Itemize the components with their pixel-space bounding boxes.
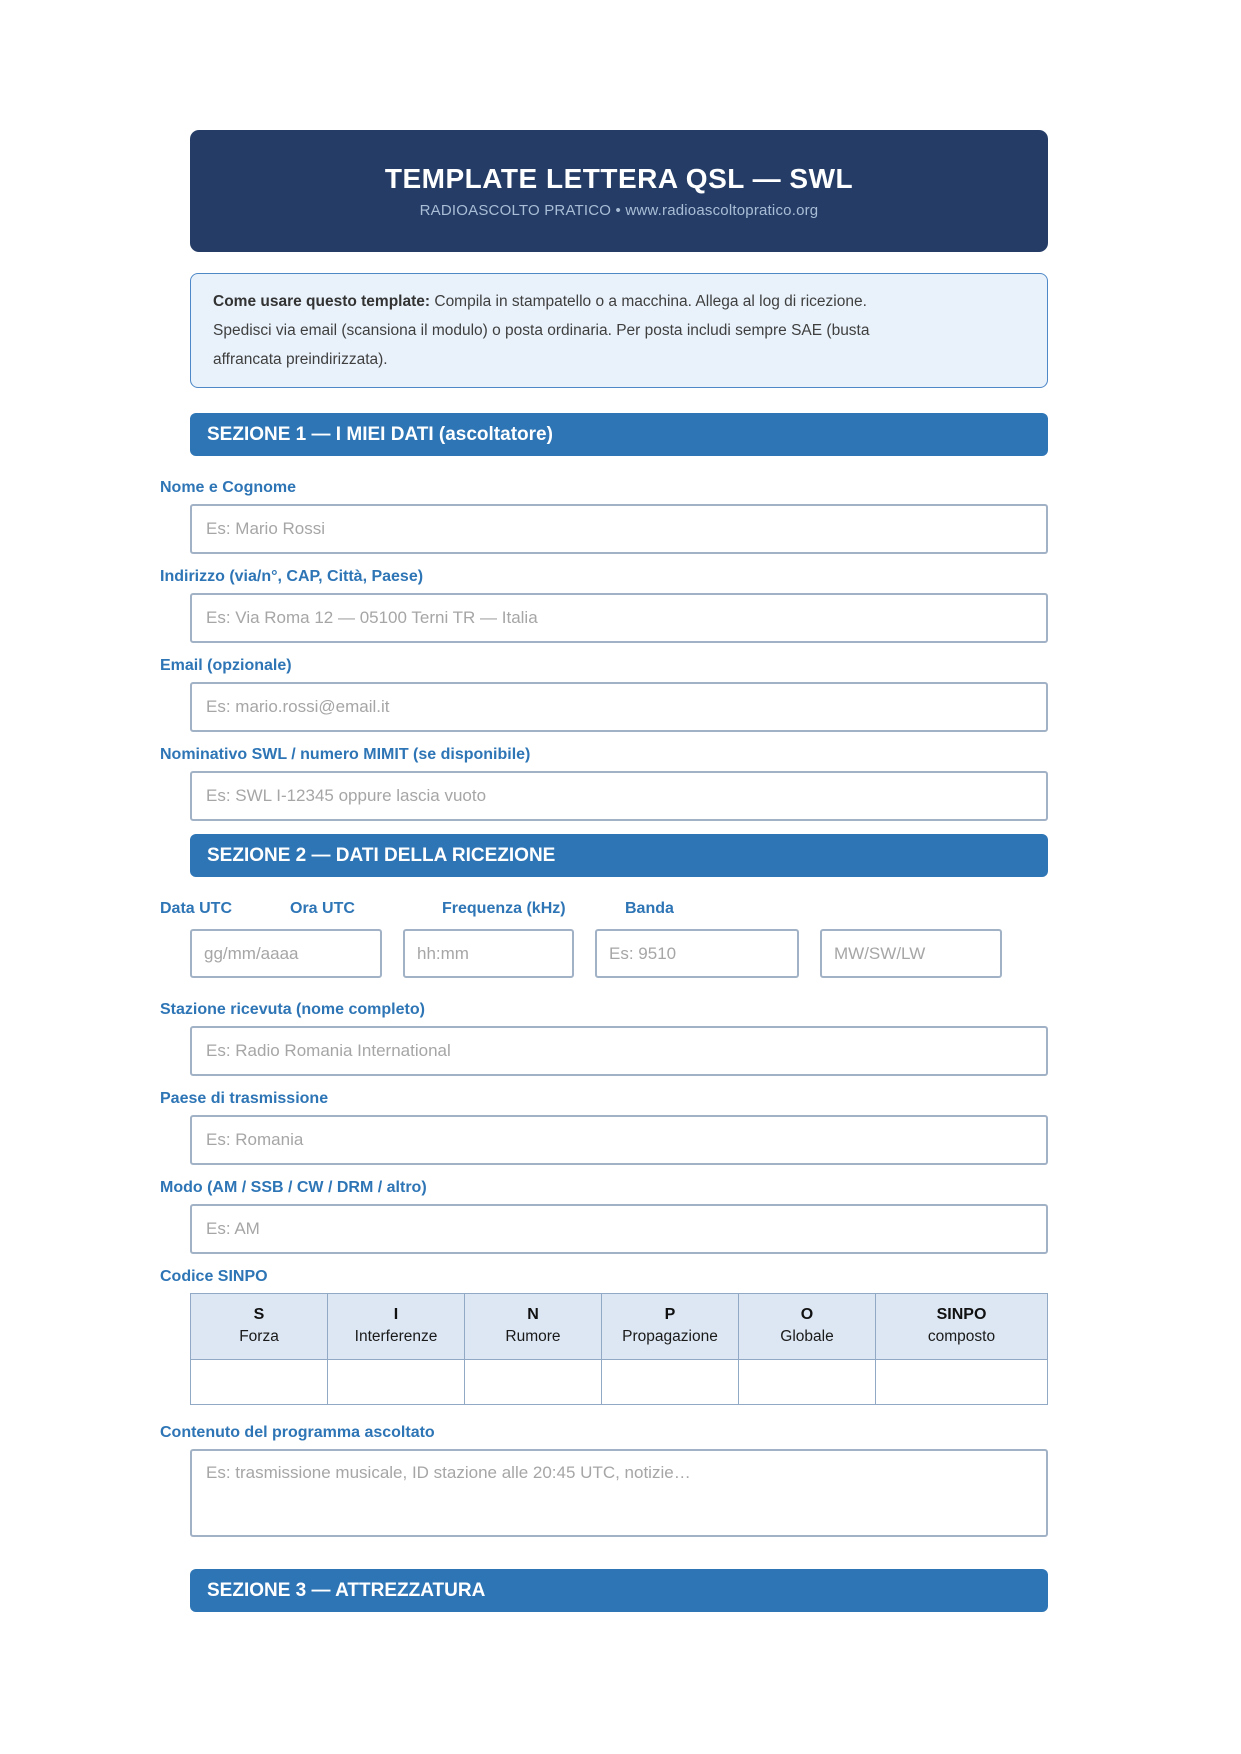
sinpo-letter-i: I — [393, 1306, 399, 1323]
field-swl-callsign — [160, 745, 1048, 821]
sinpo-value-cell-p[interactable] — [602, 1360, 739, 1405]
section3-title: SEZIONE 3 — ATTREZZATURA — [207, 1579, 486, 1601]
field-email — [160, 656, 1048, 732]
sinpo-col-o — [739, 1294, 876, 1360]
title-header — [190, 130, 1048, 252]
email-label: Email (opzionale) — [160, 657, 292, 674]
swl-callsign-label: Nominativo SWL / numero MIMIT (se disponibile) — [160, 746, 531, 763]
email-input[interactable] — [190, 682, 1048, 732]
page-subtitle: RADIOASCOLTO PRATICO • www.radioascoltopratico.org — [419, 202, 819, 219]
sinpo-header-row — [191, 1294, 1048, 1360]
band-input[interactable] — [820, 929, 1002, 978]
field-country — [160, 1089, 1048, 1165]
howto-body: Compila in stampatello o a macchina. Allega al log di ricezione. Spedisci via email (scansiona il modulo) o posta ordinaria. Per posta includi sempre SAE (busta affrancata preindirizzata). — [213, 293, 870, 368]
swl-callsign-input[interactable] — [190, 771, 1048, 821]
field-name — [160, 478, 1048, 554]
section1-title: SEZIONE 1 — I MIEI DATI (ascoltatore) — [207, 423, 553, 445]
frequency-input[interactable] — [595, 929, 799, 978]
mode-label: Modo (AM / SSB / CW / DRM / altro) — [160, 1179, 427, 1196]
mode-input[interactable] — [190, 1204, 1048, 1254]
country-label: Paese di trasmissione — [160, 1090, 329, 1107]
date-utc-input[interactable] — [190, 929, 382, 978]
sinpo-value-cell-composite[interactable] — [876, 1360, 1048, 1405]
field-mode — [160, 1178, 1048, 1254]
address-input[interactable] — [190, 593, 1048, 643]
field-program-content — [160, 1423, 1048, 1537]
sinpo-table — [190, 1293, 1048, 1405]
country-input[interactable] — [190, 1115, 1048, 1165]
program-content-label: Contenuto del programma ascoltato — [160, 1424, 435, 1441]
sinpo-word-composite: composto — [927, 1328, 996, 1345]
program-content-textarea[interactable] — [190, 1449, 1048, 1537]
sinpo-word-o: Globale — [780, 1328, 834, 1345]
name-label: Nome e Cognome — [160, 479, 297, 496]
sinpo-value-cell-o[interactable] — [739, 1360, 876, 1405]
frequency-label: Frequenza (kHz) — [442, 900, 566, 917]
sinpo-letter-n: N — [527, 1306, 539, 1323]
page-title: TEMPLATE LETTERA QSL — SWL — [384, 163, 854, 194]
date-utc-label: Data UTC — [160, 900, 233, 917]
time-utc-input[interactable] — [403, 929, 574, 978]
reception-quad-inputs — [190, 929, 1048, 978]
field-address — [160, 567, 1048, 643]
section2-header — [190, 834, 1048, 877]
sinpo-letter-p: P — [664, 1306, 676, 1323]
section2-title: SEZIONE 2 — DATI DELLA RICEZIONE — [207, 844, 556, 866]
sinpo-word-i: Interferenze — [354, 1328, 438, 1345]
station-input[interactable] — [190, 1026, 1048, 1076]
band-label: Banda — [625, 900, 674, 917]
sinpo-col-p — [602, 1294, 739, 1360]
sinpo-letter-o: O — [800, 1306, 814, 1323]
section1-header — [190, 413, 1048, 456]
sinpo-word-p: Propagazione — [622, 1328, 718, 1345]
sinpo-col-i — [328, 1294, 465, 1360]
time-utc-label: Ora UTC — [290, 900, 355, 917]
sinpo-value-cell-s[interactable] — [191, 1360, 328, 1405]
sinpo-value-row — [191, 1360, 1048, 1405]
field-sinpo — [160, 1267, 1048, 1405]
sinpo-letter-composite: SINPO — [936, 1306, 987, 1323]
field-station — [160, 1000, 1048, 1076]
sinpo-col-composite — [876, 1294, 1048, 1360]
address-label: Indirizzo (via/n°, CAP, Città, Paese) — [160, 568, 424, 585]
sinpo-value-cell-n[interactable] — [465, 1360, 602, 1405]
sinpo-col-s — [191, 1294, 328, 1360]
name-input[interactable] — [190, 504, 1048, 554]
howto-text — [213, 287, 913, 374]
sinpo-letter-s: S — [253, 1306, 265, 1323]
sinpo-value-cell-i[interactable] — [328, 1360, 465, 1405]
sinpo-label: Codice SINPO — [160, 1268, 268, 1285]
station-label: Stazione ricevuta (nome completo) — [160, 1001, 425, 1018]
page-content — [160, 0, 1048, 1612]
section3-header — [190, 1569, 1048, 1612]
howto-lead: Come usare questo template: — [213, 293, 431, 310]
sinpo-word-n: Rumore — [505, 1328, 561, 1345]
reception-quad-labels — [160, 899, 1048, 918]
howto-info-box — [190, 273, 1048, 388]
sinpo-col-n — [465, 1294, 602, 1360]
sinpo-word-s: Forza — [239, 1328, 279, 1345]
